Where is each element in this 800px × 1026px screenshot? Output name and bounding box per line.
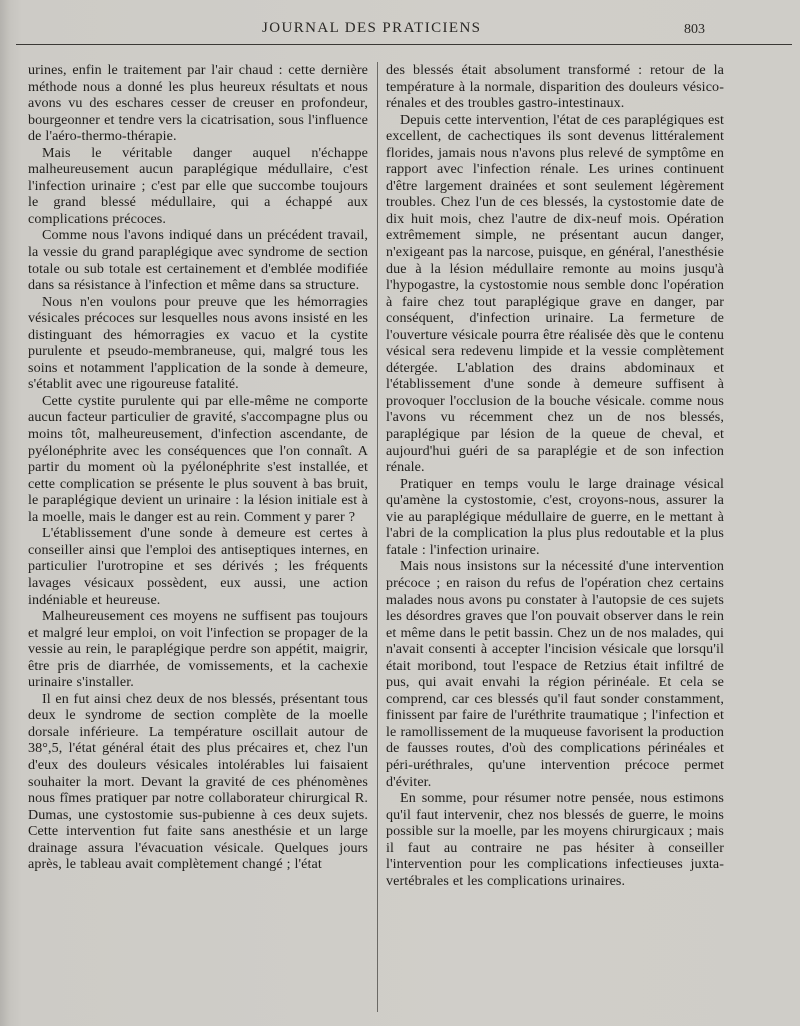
paragraph: Mais le véritable danger auquel n'échappe malheureusement aucun paraplégique médullaire, c'est l'infection urinaire ; c'est par elle que succombe toujours le grand blessé médullaire, qui a échappé aux complications précoces. [28,144,368,227]
paragraph: Pratiquer en temps voulu le large drainage vésical qu'amène la cystostomie, c'est, croyons-nous, assurer la vie au paraplégique médullaire de guerre, en le mettant à l'abri de la complication la plus plus redoutable et la plus fatale : l'infection urinaire. [386,475,724,558]
paragraph: Malheureusement ces moyens ne suffisent pas toujours et malgré leur emploi, on voit l'infection se propager de la vessie au rein, le paraplégique perdre son appétit, maigrir, être pris de diarrhée, de vomissements, et la cachexie urinaire s'installer. [28,608,368,691]
journal-title: JOURNAL DES PRATICIENS [262,20,482,36]
paragraph: En somme, pour résumer notre pensée, nous estimons qu'il faut intervenir, chez nos blessés de guerre, le moins possible sur la moelle, par les moyens chirurgicaux ; mais il faut au contraire ne pas hésiter à conseiller l'intervention pour les complications infectieuses juxta-vertébrales et les complications urinaires. [386,790,724,889]
page-number: 803 [684,22,705,37]
paragraph: Nous n'en voulons pour preuve que les hémorragies vésicales précoces sur lesquelles nous avons insisté en les distinguant des hémorragies ex vacuo et la cystite purulente et pseudo-membraneuse, qui, malgré tous les soins et notamment l'application de la sonde à demeure, s'établit avec une rigoureuse fatalité. [28,293,368,393]
paragraph: urines, enfin le traitement par l'air chaud : cette dernière méthode nous a donné les plus heureux résultats et nous avons vu des eschares cesser de creuser en profondeur, bourgeonner et tendre vers la cicatrisation, sous l'influence de l'aéro-thermo-thérapie. [28,62,368,145]
paragraph: Depuis cette intervention, l'état de ces paraplégiques est excellent, de cachectiques ils sont devenus littéralement florides, jamais nous n'avons plus relevé de symptôme en rapport avec l'infection rénale. Les urines continuent d'être largement drainées et sont seulement légèrement troubles. Chez l'un de ces blessés, la cystostomie date de dix huit mois, chez l'autre de dix-neuf mois. Opération extrêmement simple, ne présentant aucun danger, n'exigeant pas la narcose, puisque, en général, l'anesthésie due à la lésion médullaire remonte au moins jusqu'à l'hypogastre, la cystostomie nous semble donc l'opération à faire chez tout paraplégique grave en danger, par conséquent, d'infection urinaire. La fermeture de l'ouverture vésicale pourra être réalisée dès que le contenu vésical sera redevenu limpide et la vessie complètement détergée. L'ablation des drains abdominaux et l'établissement d'une sonde à demeure suffisent à provoquer l'occlusion de la bouche vésicale. comme nous l'avons vu récemment chez un de nos blessés, paraplégique par lésion de la queue de cheval, et aujourd'hui guéri de sa paraplégie et de son infection rénale. [386,111,724,476]
header-rule [16,44,792,45]
running-header [0,16,800,50]
right-column [386,62,724,889]
paragraph: Il en fut ainsi chez deux de nos blessés, présentant tous deux le syndrome de section complète de la moelle dorsale inférieure. La température oscillait autour de 38°,5, l'état général était des plus précaires et, chez l'un d'eux des douleurs vésicales intolérables lui faisaient souhaiter la mort. Devant la gravité de ces phénomènes nous fîmes pratiquer par notre collaborateur chirurgical R. Dumas, une cystostomie sus-pubienne à ces deux sujets. Cette intervention fut faite sans anesthésie et un large drainage assura l'évacuation vésicale. Quelques jours après, le tableau avait complètement changé ; l'état [28,690,368,873]
left-column [28,62,368,873]
paragraph: Cette cystite purulente qui par elle-même ne comporte aucun facteur particulier de gravité, s'accompagne plus ou moins tôt, malheureusement, d'infection ascendante, de pyélonéphrite avec les conséquences que l'on connaît. A partir du moment où la pyélonéphrite s'est installée, et cette complication se présente le plus souvent à bas bruit, le paraplégique devient un urinaire : la lésion initiale est à la moelle, mais le danger est au rein. Comment y parer ? [28,392,368,525]
paragraph: Comme nous l'avons indiqué dans un précédent travail, la vessie du grand paraplégique avec syndrome de section totale ou sub totale est certainement et d'emblée modifiée dans sa résistance à l'infection et même dans sa structure. [28,227,368,294]
paragraph: Mais nous insistons sur la nécessité d'une intervention précoce ; en raison du refus de l'opération chez certains malades nous avons pu constater à l'autopsie de ces sujets les désordres graves que l'on pouvait observer dans le rein et même dans le petit bassin. Chez un de nos malades, qui n'avait consenti à accepter l'incision vésicale que lorsqu'il était moribond, tout l'espace de Retzius était infiltré de pus, qui avait envahi la région périnéale. Et cela se comprend, car ces blessés qu'il faut sonder constamment, finissent par faire de l'uréthrite traumatique ; l'infection et le ramollissement de la muqueuse favorisent la production de fausses routes, d'où des complications périnéales et péri-uréthrales, qu'une intervention précoce permet d'éviter. [386,558,724,790]
column-divider [377,62,378,1012]
paragraph: des blessés était absolument transformé : retour de la température à la normale, disparition des douleurs vésico-rénales et des troubles gastro-intestinaux. [386,62,724,112]
paragraph: L'établissement d'une sonde à demeure est certes à conseiller ainsi que l'emploi des antiseptiques internes, en particulier l'urotropine et ses dérivés ; les fréquents lavages vésicaux possèdent, eux aussi, une action indéniable et heureuse. [28,525,368,608]
